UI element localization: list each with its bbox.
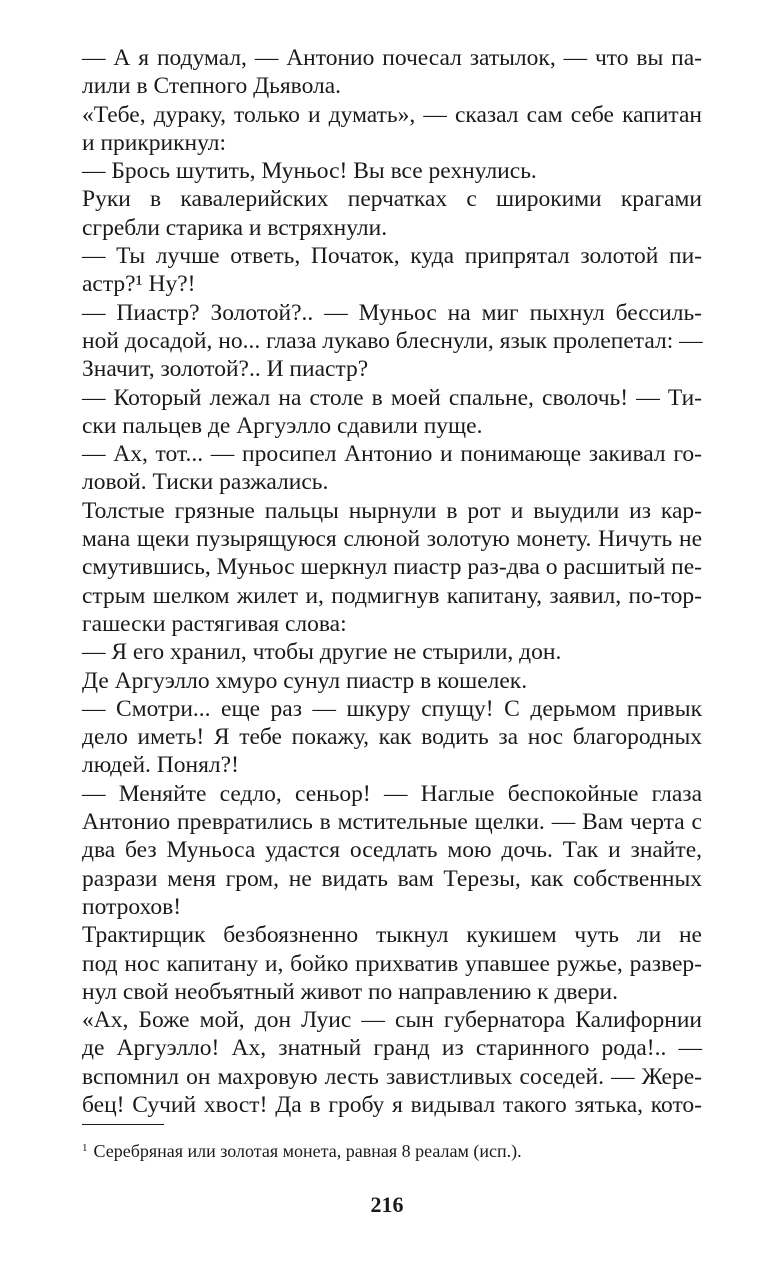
text-line: — Который лежал на столе в моей спальне, сволочь! — Ти- (82, 384, 702, 411)
body-text (82, 44, 702, 1119)
text-line: смутившись, Муньос шеркнул пиастр раз-два о расшитый пе- (82, 554, 702, 581)
text-line: людей. Понял?! (82, 752, 239, 779)
text-line: вспомнил он махровую лесть завистливых соседей. — Жере- (82, 1063, 702, 1090)
text-line: — Брось шутить, Муньос! Вы все рехнулись. (82, 158, 537, 185)
text-line: два без Муньоса удастся оседлать мою дочь. Так и знайте, (82, 837, 702, 864)
text-line: Трактирщик безбоязненно тыкнул кукишем чуть ли не (82, 922, 702, 949)
text-line: стрым шелком жилет и, подмигнув капитану, заявил, по-тор- (82, 582, 702, 609)
text-line: гашески растягивая слова: (82, 610, 347, 637)
text-line: де Аргуэлло! Ах, знатный гранд из старинного рода!.. — (82, 1035, 702, 1062)
footnote-mark: 1 (82, 1142, 88, 1154)
footnote-rule (82, 1124, 164, 1125)
text-line: — Ах, тот... — просипел Антонио и понимающе закивал го- (82, 441, 702, 468)
text-line: потрохов! (82, 893, 182, 920)
text-line: и прикрикнул: (82, 129, 227, 156)
text-line: — Меняйте седло, сеньор! — Наглые беспокойные глаза (82, 780, 702, 807)
text-line: Толстые грязные пальцы нырнули в рот и выудили из кар- (82, 497, 702, 524)
text-line: — Смотри... еще раз — шкуру спущу! С дерьмом привык (82, 695, 702, 722)
text-line: «Тебе, дураку, только и думать», — сказал сам себе капитан (82, 101, 702, 128)
text-line: мана щеки пузырящуюся слюной золотую монету. Ничуть не (82, 526, 702, 553)
text-line: нул свой необъятный живот по направлению к двери. (82, 978, 618, 1005)
text-line: бец! Сучий хвост! Да в гробу я видывал такого зятька, кото- (82, 1091, 702, 1118)
text-line: разрази меня гром, не видать вам Терезы, как собственных (82, 865, 702, 892)
text-line: Антонио превратились в мстительные щелки. — Вам черта с (82, 809, 702, 836)
text-line: лили в Степного Дьявола. (82, 73, 342, 100)
footnote (82, 1136, 702, 1163)
text-line: ски пальцев де Аргуэлло сдавили пуще. (82, 412, 483, 439)
text-line: «Ах, Боже мой, дон Луис — сын губернатора Калифорнии (82, 1007, 702, 1034)
text-line: Де Аргуэлло хмуро сунул пиастр в кошелек. (82, 667, 528, 694)
page-number: 216 (370, 1192, 404, 1217)
text-line: — Я его хранил, чтобы другие не стырили, дон. (82, 639, 562, 666)
text-line: — А я подумал, — Антонио почесал затылок, — что вы па- (82, 45, 702, 71)
text-line: — Пиастр? Золотой?.. — Муньос на миг пыхнул бессиль- (82, 299, 702, 326)
footnote-text: Серебряная или золотая монета, равная 8 реалам (исп.). (93, 1141, 522, 1161)
text-line: Руки в кавалерийских перчатках с широкими крагами (82, 186, 702, 213)
text-line: под нос капитану и, бойко прихватив упавшее ружье, развер- (82, 950, 702, 977)
text-line: — Ты лучше ответь, Початок, куда припрятал золотой пи- (82, 243, 702, 270)
text-line: ловой. Тиски разжались. (82, 469, 329, 496)
text-line: дело иметь! Я тебе покажу, как водить за нос благородных (82, 724, 702, 751)
text-line: Значит, золотой?.. И пиастр? (82, 356, 369, 383)
text-line: ной досадой, но... глаза лукаво блеснули, язык пролепетал: — (82, 327, 703, 354)
text-line: астр?¹ Ну?! (82, 271, 196, 298)
text-line: сгребли старика и встряхнули. (82, 214, 388, 241)
